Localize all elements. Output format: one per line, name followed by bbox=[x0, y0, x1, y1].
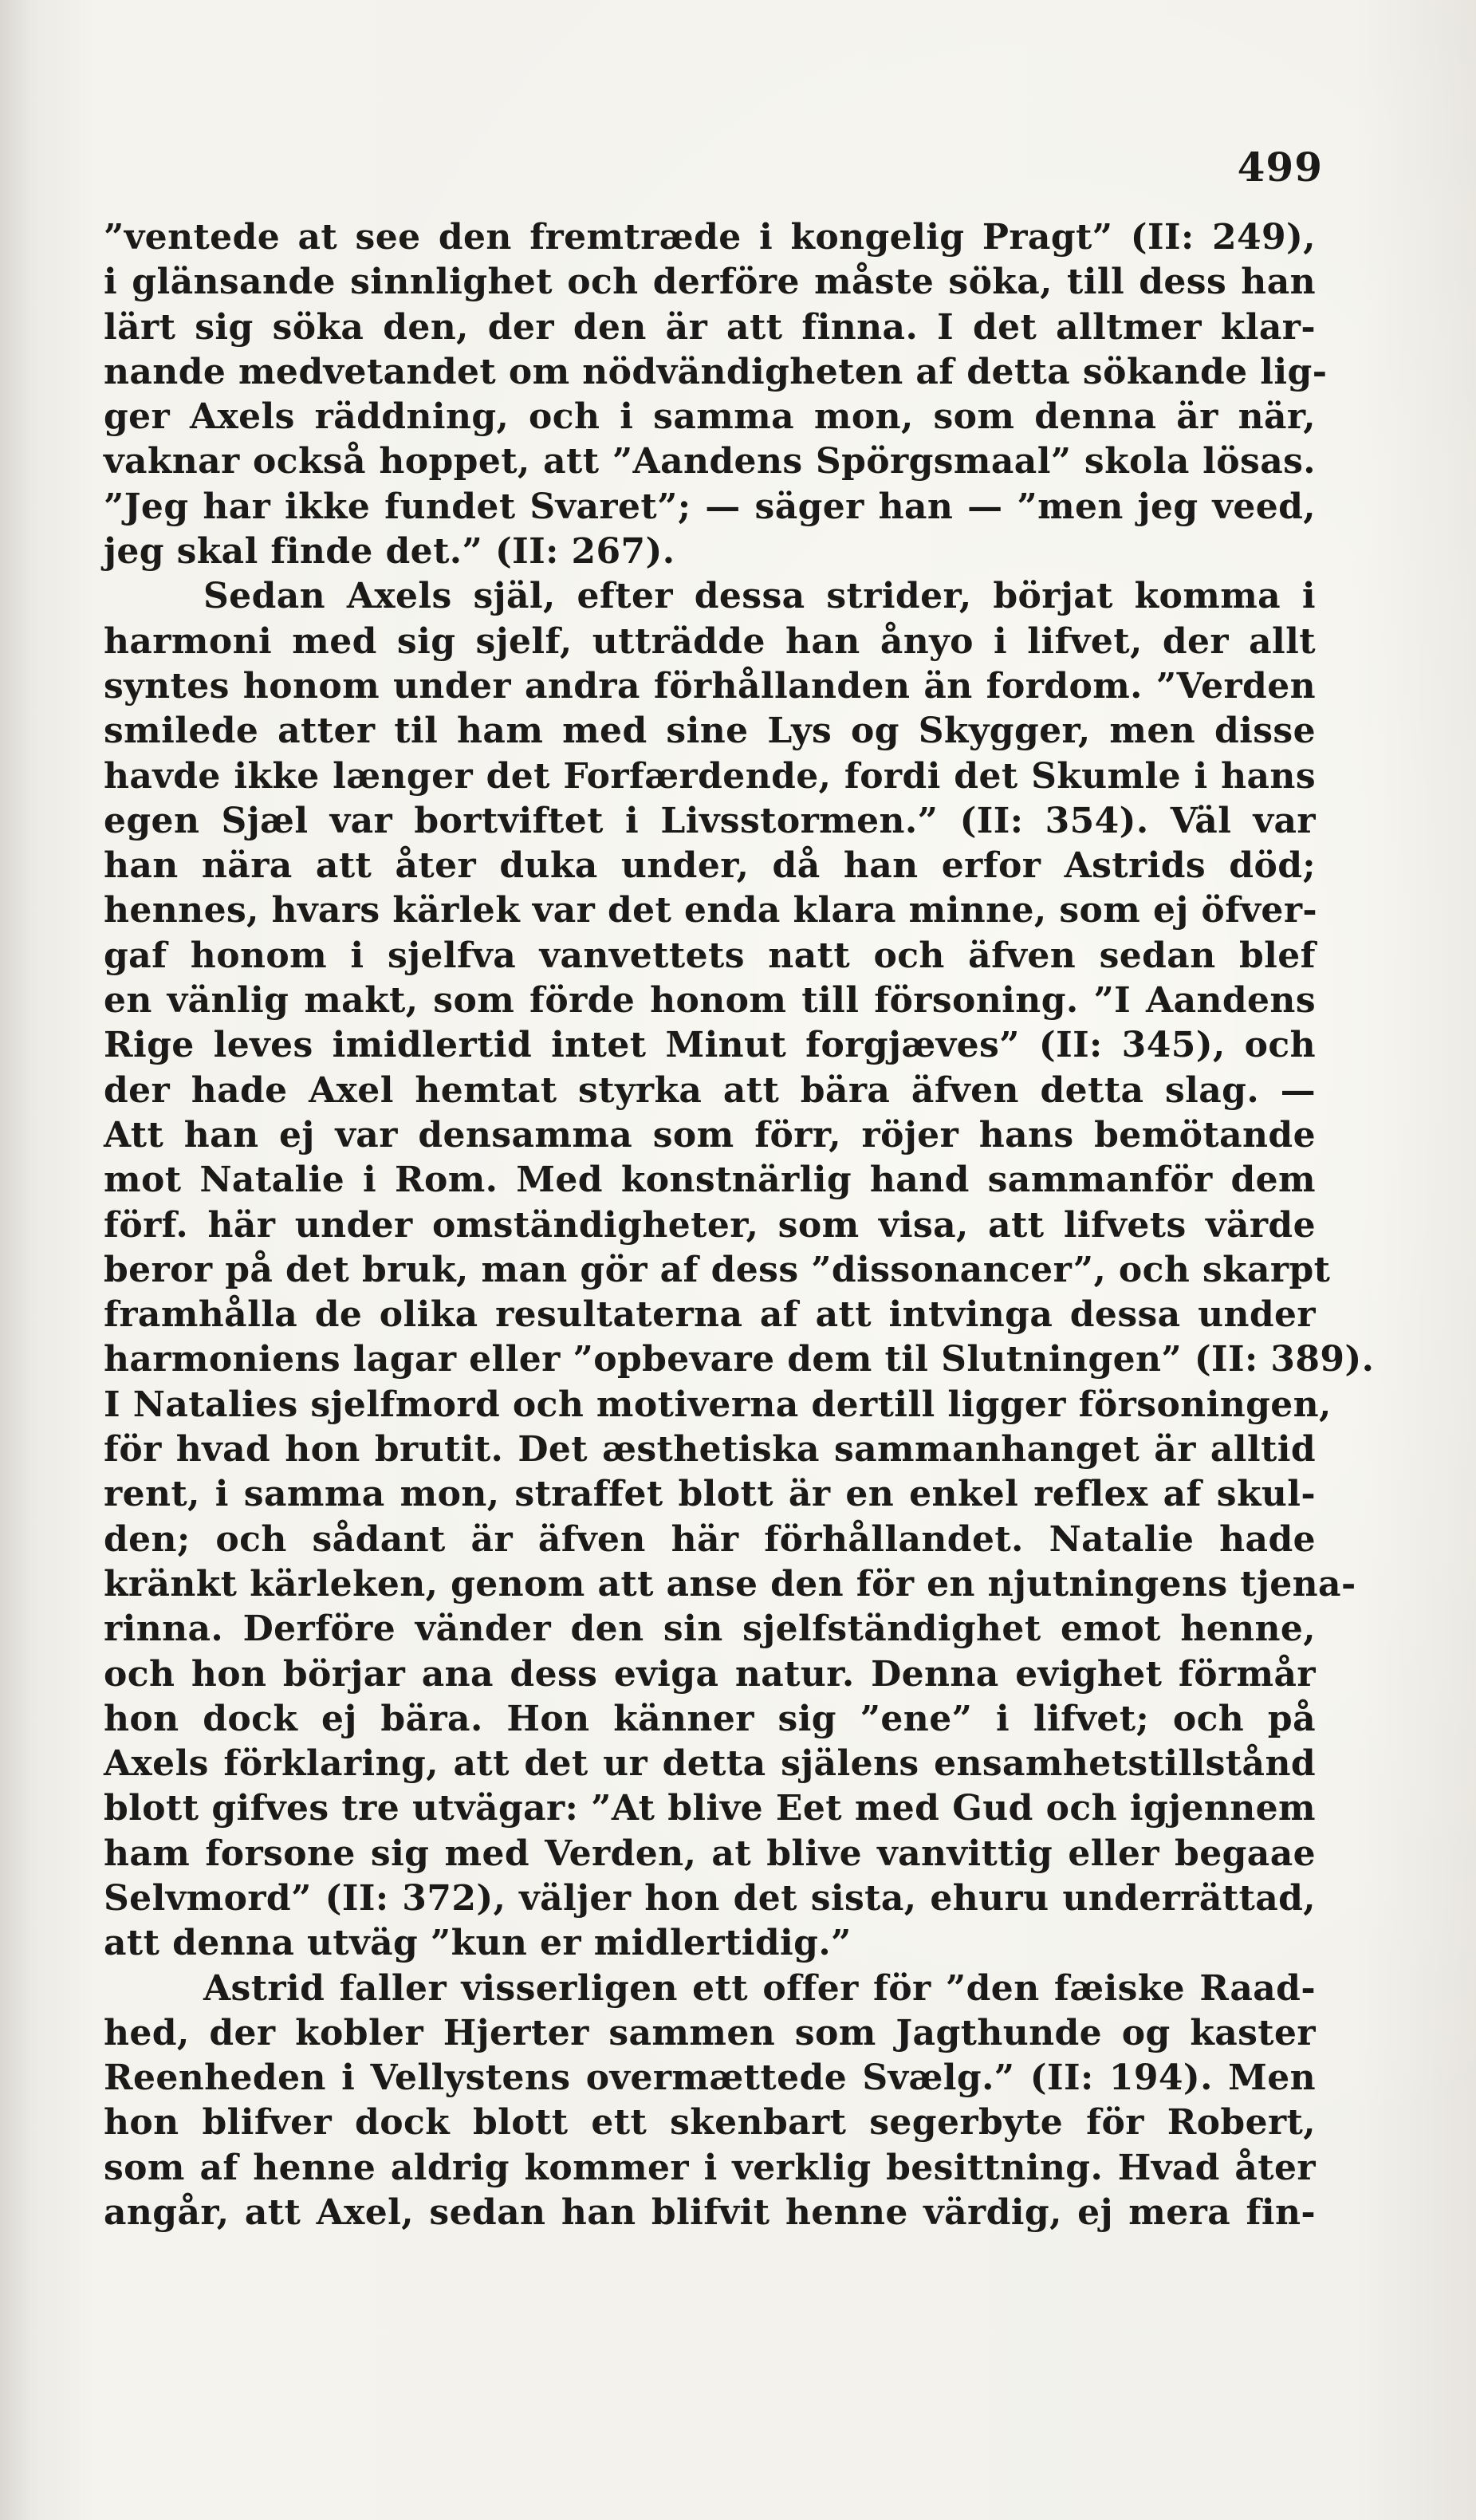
text-line: harmoni med sig sjelf, utträdde han ånyo i lifvet, der allt bbox=[104, 620, 1316, 662]
paragraph bbox=[104, 1967, 1316, 2236]
text-line: Rige leves imidlertid intet Minut forgjæves” (II: 345), och bbox=[104, 1025, 1316, 1066]
text-line: lärt sig söka den, der den är att finna. I det alltmer klar- bbox=[104, 306, 1316, 348]
text-line: för hvad hon brutit. Det æsthetiska sammanhanget är alltid bbox=[104, 1429, 1316, 1471]
text-line: den; och sådant är äfven här förhållandet. Natalie hade bbox=[104, 1518, 1316, 1560]
text-line: mot Natalie i Rom. Med konstnärlig hand sammanför dem bbox=[104, 1160, 1316, 1201]
text-line: syntes honom under andra förhållanden än fordom. ”Verden bbox=[104, 665, 1316, 707]
text-line: rent, i samma mon, straffet blott är en enkel reflex af skul- bbox=[104, 1474, 1316, 1515]
text-line: i glänsande sinnlighet och derföre måste söka, till dess han bbox=[104, 262, 1316, 303]
body-text bbox=[104, 215, 1375, 2235]
text-line: der hade Axel hemtat styrka att bära äfven detta slag. — bbox=[104, 1069, 1316, 1111]
text-line: vaknar också hoppet, att ”Aandens Spörgsmaal” skola lösas. bbox=[104, 441, 1316, 482]
text-line: framhålla de olika resultaterna af att intvinga dessa under bbox=[104, 1294, 1316, 1336]
text-line: Axels förklaring, att det ur detta själens ensamhetstillstånd bbox=[104, 1743, 1316, 1785]
text-line: I Natalies sjelfmord och motiverna dertill ligger försoningen, bbox=[104, 1384, 1332, 1425]
text-line: rinna. Derföre vänder den sin sjelfständighet emot henne, bbox=[104, 1608, 1316, 1650]
text-line: beror på det bruk, man gör af dess ”dissonancer”, och skarpt bbox=[104, 1249, 1331, 1290]
text-line: förf. här under omständigheter, som visa, att lifvets värde bbox=[104, 1204, 1316, 1246]
text-line: smilede atter til ham med sine Lys og Skygger, men disse bbox=[104, 711, 1316, 752]
paragraph bbox=[104, 215, 1328, 574]
text-line: ”ventede at see den fremtræde i kongelig Pragt” (II: 249), bbox=[104, 217, 1316, 258]
text-line: nande medvetandet om nödvändigheten af detta sökande lig- bbox=[104, 351, 1328, 392]
text-line: kränkt kärleken, genom att anse den för en njutningens tjena- bbox=[104, 1563, 1356, 1605]
text-line: hennes, hvars kärlek var det enda klara minne, som ej öfver- bbox=[104, 890, 1318, 931]
text-line: angår, att Axel, sedan han blifvit henne värdig, ej mera fin- bbox=[104, 2192, 1316, 2234]
text-line: att denna utväg ”kun er midlertidig.” bbox=[104, 1923, 852, 1964]
page-number: 499 bbox=[1237, 144, 1323, 191]
text-line: hon blifver dock blott ett skenbart segerbyte för Robert, bbox=[104, 2102, 1316, 2144]
text-line: ham forsone sig med Verden, at blive vanvittig eller begaae bbox=[104, 1833, 1316, 1874]
paragraph bbox=[104, 574, 1375, 1966]
text-line: jeg skal finde det.” (II: 267). bbox=[104, 531, 675, 573]
text-line: blott gifves tre utvägar: ”At blive Eet med Gud och igjennem bbox=[104, 1788, 1316, 1829]
text-line: harmoniens lagar eller ”opbevare dem til Slutningen” (II: 389). bbox=[104, 1339, 1375, 1380]
text-line: han nära att åter duka under, då han erfor Astrids död; bbox=[104, 845, 1316, 887]
text-line: egen Sjæl var bortviftet i Livsstormen.” (II: 354). Väl var bbox=[104, 800, 1316, 841]
text-line: Reenheden i Vellystens overmættede Svælg.” (II: 194). Men bbox=[104, 2057, 1316, 2099]
text-line: en vänlig makt, som förde honom till försoning. ”I Aandens bbox=[104, 980, 1316, 1022]
text-line: som af henne aldrig kommer i verklig besittning. Hvad åter bbox=[104, 2147, 1316, 2188]
text-line: havde ikke længer det Forfærdende, fordi det Skumle i hans bbox=[104, 755, 1316, 797]
text-line: hed, der kobler Hjerter sammen som Jagthunde og kaster bbox=[104, 2012, 1316, 2053]
text-line: gaf honom i sjelfva vanvettets natt och äfven sedan blef bbox=[104, 935, 1316, 976]
text-line: Astrid faller visserligen ett offer för ”den fæiske Raad- bbox=[203, 1967, 1316, 2009]
text-line: hon dock ej bära. Hon känner sig ”ene” i lifvet; och på bbox=[104, 1698, 1316, 1739]
text-line: och hon börjar ana dess eviga natur. Denna evighet förmår bbox=[104, 1653, 1316, 1695]
text-line: Att han ej var densamma som förr, röjer hans bemötande bbox=[104, 1114, 1316, 1156]
text-line: Sedan Axels själ, efter dessa strider, börjat komma i bbox=[203, 576, 1316, 617]
text-line: Selvmord” (II: 372), väljer hon det sista, ehuru underrättad, bbox=[104, 1877, 1316, 1919]
text-line: ger Axels räddning, och i samma mon, som denna är när, bbox=[104, 396, 1316, 438]
text-line: ”Jeg har ikke fundet Svaret”; — säger han — ”men jeg veed, bbox=[104, 486, 1316, 527]
